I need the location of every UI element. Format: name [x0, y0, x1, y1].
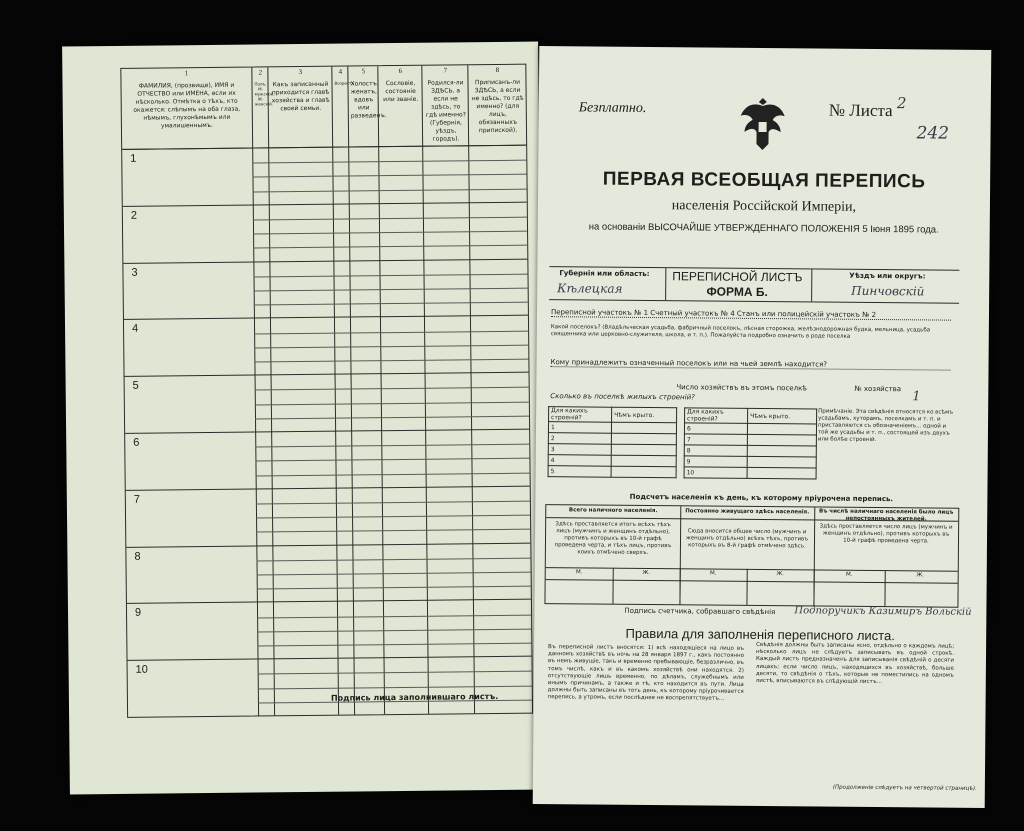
column-number: 2 — [258, 68, 263, 77]
gubernia-label: Губернія или область: — [559, 269, 650, 279]
buildings-label: Сколько въ поселкѣ жилыхъ строеній? — [550, 392, 695, 402]
sub-row-line — [255, 458, 529, 462]
sub-row-line — [253, 231, 527, 235]
mini-row-number: 2 — [548, 433, 611, 445]
sub-row-line — [255, 415, 529, 419]
rules-title: Правила для заполненія переписного листа. — [625, 625, 895, 644]
census-left-page — [62, 42, 546, 795]
mini-row-cell — [747, 467, 816, 479]
count-text-temporary: Здѣсь проставляется число лицъ (мужчинъ и женщинъ отдѣльно), противъ которыхъ въ 10-й графѣ проведена черта. — [819, 523, 953, 545]
continued-note: (Продолженіе слѣдуетъ на четвертой страницѣ). — [832, 784, 977, 792]
note-text: Примѣчаніе. Эта свѣдѣнія относятся ко всѣмъ усадьбамъ, хуторамъ, поселкамъ и т. п. и приставляются съ обозначеніемъ... одной и той же усадьбы и т. п., состоящей изъ двухъ или болѣе строеній. — [817, 408, 954, 443]
mini-row-number: 5 — [548, 466, 611, 478]
sub-row-line — [257, 643, 531, 647]
mini-row-cell — [611, 455, 676, 467]
signature-label: Подпись лица заполнившаго листъ. — [330, 691, 499, 703]
sub-row-line — [253, 188, 527, 192]
count-text-total: Здѣсь проставляется итогъ всѣхъ тѣхъ лицъ (мужчинъ и женщинъ отдѣльно), противъ которыхъ въ 10-й графѣ проведена черта, и тѣхъ лицъ, противъ коихъ отмѣчено сверхъ. — [554, 521, 672, 557]
census-table — [120, 64, 533, 718]
mini-header: Чѣмъ крыто. — [612, 407, 677, 423]
sheet-number-handwritten: 242 — [916, 123, 950, 144]
mini-row-number: 6 — [684, 423, 747, 435]
mini-row-cell — [611, 433, 676, 445]
gubernia-value: Кѣлецкая — [557, 281, 623, 296]
cell-divider — [746, 569, 747, 605]
sub-row-line — [252, 174, 526, 178]
mini-row-cell — [611, 466, 676, 478]
row-number: 3 — [131, 266, 138, 279]
row-number: 7 — [133, 493, 141, 506]
sub-row-line — [253, 245, 527, 249]
mini-row-number: 4 — [548, 455, 611, 467]
table-row — [123, 258, 528, 320]
sub-row-line — [255, 444, 529, 448]
sub-row-line — [255, 401, 529, 405]
mini-row-cell — [611, 422, 676, 434]
counter-sign-value: Подпоручикъ Казимиръ Вольскій — [794, 605, 972, 618]
mini-header: Для какихъ строеній? — [685, 408, 748, 424]
buildings-table-right — [684, 407, 818, 479]
column-number: 7 — [443, 66, 448, 75]
column-header: Приписанъ-ли ЗДѢСЬ, а если не здѣсь, то гдѣ именно? (для лицъ, обязанныхъ припиской). — [471, 78, 524, 135]
row-number: 6 — [133, 436, 140, 449]
table-row — [126, 542, 531, 604]
count-col-total: Всего наличного населенія. — [568, 507, 658, 515]
households-label: Число хозяйствъ въ этомъ поселкѣ — [676, 383, 808, 393]
column-number: 5 — [361, 67, 366, 76]
column-header: ФАМИЛИЯ, (прозвище), ИМЯ и ОТЧЕСТВО или ИМЕНА, если их нѣсколько. Отмѣтка о тѣхъ, кто окажется: слѣпымъ на оба глаза, нѣмымъ, глухонѣмымъ или умалишеннымъ. — [133, 81, 241, 130]
female-label: Ж. — [916, 572, 925, 579]
column-header: Холостъ, женатъ, вдовъ или разведенъ. — [350, 80, 387, 120]
table-row — [122, 145, 527, 207]
row-number: 4 — [131, 323, 139, 336]
table-row — [127, 599, 532, 661]
column-header: Сословіе, состояніе или званіе. — [383, 79, 419, 104]
mini-row-number: 10 — [684, 467, 747, 479]
cell-divider — [612, 568, 613, 604]
sub-row-line — [252, 160, 526, 164]
census-district-line: Переписной участокъ № 1 Счетный участокъ № 4 Станъ или полицейскій участокъ № 2 — [551, 308, 951, 320]
mini-row-cell — [747, 456, 816, 468]
page-subtitle: населенія Россійской Имперіи, — [671, 198, 857, 215]
mini-row-number: 3 — [548, 444, 611, 456]
table-row — [128, 656, 533, 718]
mini-header: Чѣмъ крыто. — [748, 408, 817, 424]
buildings-table-left — [548, 406, 678, 478]
row-number: 9 — [134, 607, 142, 620]
sub-row-line — [258, 671, 532, 675]
cell-divider — [813, 569, 814, 605]
household-number-value: 1 — [912, 389, 921, 405]
sub-row-line — [256, 472, 530, 476]
form-header-box — [549, 266, 959, 304]
free-label: Безплатно. — [578, 100, 647, 116]
column-header: Родился-ли ЗДѢСЬ, а если не здѣсь, то гдѣ именно? (Губернія, уѣздъ, городъ). — [425, 79, 466, 143]
count-text-permanent: Сюда вносится общее число (мужчинъ и женщинъ отдѣльно) всѣхъ тѣхъ, противъ которыхъ въ 8-й графѣ отмѣчено здѣсь. — [685, 528, 809, 550]
sub-row-line — [256, 557, 530, 561]
mini-row-number: 7 — [684, 434, 747, 446]
sub-row-line — [256, 515, 530, 519]
female-label: Ж. — [642, 569, 651, 577]
column-header: Какъ записанный приходится главѣ хозяйства и главѣ своей семьи. — [271, 80, 330, 113]
male-label: М. — [845, 571, 853, 578]
sheet-number-label: № Листа — [828, 100, 893, 121]
population-count-table — [544, 504, 959, 608]
mini-row-cell — [611, 444, 676, 456]
column-header: Возрастъ — [334, 80, 355, 86]
count-col-permanent: Постоянно живущаго здѣсь населенія. — [685, 508, 810, 516]
table-row — [125, 429, 530, 491]
sub-row-line — [257, 614, 531, 618]
rules-left-column: Въ переписной листъ вносятся: 1) всѣ находящіеся на лицо въ данномъ хозяйствѣ въ ночь на 28 января 1897 г., какъ постоянно въ немъ живущіе, такъ и временно пребывающіе, безразлично, въ томъ числѣ, какъ и въ какомъ хозяйствѣ они находятся. 2) отсутствующіе лишь временно, по дѣламъ, служебнымъ или инымъ причинамъ, а также и тѣ, кто находится въ пути. Лица должны быть записаны въ тоть день, къ которому пріурочивается перепись, а утромъ, если послѣднее не воспрепятствуетъ... — [547, 644, 745, 703]
column-header: Полъ. М-мужской, Ж-женскій. — [254, 81, 275, 107]
sub-row-line — [256, 529, 530, 533]
counter-sign-label: Подпись счетчика, собравшаго свѣдѣнія — [624, 606, 776, 617]
sub-row-line — [254, 273, 528, 277]
sub-row-line — [256, 501, 530, 505]
sub-row-line — [254, 302, 528, 306]
sub-row-line — [257, 586, 531, 590]
sub-row-line — [255, 387, 529, 391]
uezd-value: Пинчовскій — [851, 283, 925, 299]
mini-row-cell — [747, 423, 816, 435]
sub-row-line — [258, 685, 532, 689]
row-number: 2 — [130, 209, 138, 222]
form-subtitle: ФОРМА Б. — [706, 284, 768, 300]
male-label: М. — [575, 569, 583, 576]
row-number: 10 — [135, 663, 148, 676]
sub-row-line — [254, 359, 528, 363]
table-row — [125, 372, 530, 434]
mini-row-number: 1 — [548, 422, 611, 434]
column-number: 6 — [398, 66, 403, 75]
sub-row-line — [254, 330, 528, 334]
table-row — [124, 315, 529, 377]
mini-row-number: 9 — [684, 456, 747, 468]
column-number: 3 — [298, 68, 303, 77]
column-number: 1 — [184, 69, 189, 78]
uezd-label: Уѣздъ или округъ: — [849, 271, 926, 281]
legal-basis: на основаніи ВЫСОЧАЙШЕ УТВЕРЖДЕННАГО ПОЛОЖЕНІЯ 5 Іюня 1895 года. — [588, 221, 939, 236]
census-right-page — [533, 46, 992, 808]
mini-header: Для какихъ строеній? — [549, 407, 612, 423]
settlement-line: Какой поселокъ? (Владѣльческая усадьба, фабричный поселокъ, лѣсная сторожка, желѣзнодорожная будка, мельница, усадьба священника или церковно-служителя, школа, и т. п.). Пожалуйста подробно означить в роде поселка — [550, 324, 931, 340]
owner-line: Кому принадлежитъ означенный поселокъ или на чьей землѣ находится? — [551, 358, 951, 370]
column-number: 8 — [495, 65, 500, 74]
sheet-number — [828, 94, 907, 122]
row-number: 5 — [132, 379, 139, 392]
female-label: Ж. — [776, 571, 785, 578]
cell-divider — [884, 570, 885, 606]
sub-row-line — [254, 344, 528, 348]
male-label: М. — [709, 570, 717, 577]
form-title: ПЕРЕПИСНОЙ ЛИСТЪ — [672, 269, 803, 285]
count-title: Подсчетъ населенія къ день, къ которому пріурочена перепись. — [629, 492, 894, 504]
rules-right-column: Свѣдѣнія должны быть записаны ясно, отдѣльно о каждомъ лицѣ; нѣсколько лицъ не слѣдуетъ записывать въ одной строкѣ. Каждый листъ предназначенъ для записыванія свѣдѣній о десяти лицахъ; если число лицъ, находящихся въ хозяйствѣ, больше десяти, то свѣдѣнія о тѣхъ, которые не поместились на одномъ листѣ, вписываются въ слѣдующій листъ... — [755, 641, 955, 686]
column-number: 4 — [338, 67, 343, 76]
mini-row-number: 8 — [684, 445, 747, 457]
sub-row-line — [253, 217, 527, 221]
row-number: 1 — [130, 152, 137, 165]
count-col-temporary: Въ числѣ наличнаго населенія было лицъ непостоянныхъ жителей. — [819, 508, 954, 523]
row-number: 8 — [134, 550, 141, 563]
mini-row-cell — [747, 445, 816, 457]
table-row — [126, 485, 531, 547]
mini-row-cell — [747, 434, 816, 446]
table-row — [123, 201, 528, 263]
cell-divider — [679, 568, 680, 604]
sub-row-line — [254, 288, 528, 292]
sheet-number-value: 2 — [896, 94, 907, 113]
double-headed-eagle-emblem — [738, 92, 787, 156]
sub-row-line — [257, 572, 531, 576]
page-title: ПЕРВАЯ ВСЕОБЩАЯ ПЕРЕПИСЬ — [602, 168, 926, 193]
household-number-label: № хозяйства — [854, 384, 902, 394]
sub-row-line — [257, 628, 531, 632]
